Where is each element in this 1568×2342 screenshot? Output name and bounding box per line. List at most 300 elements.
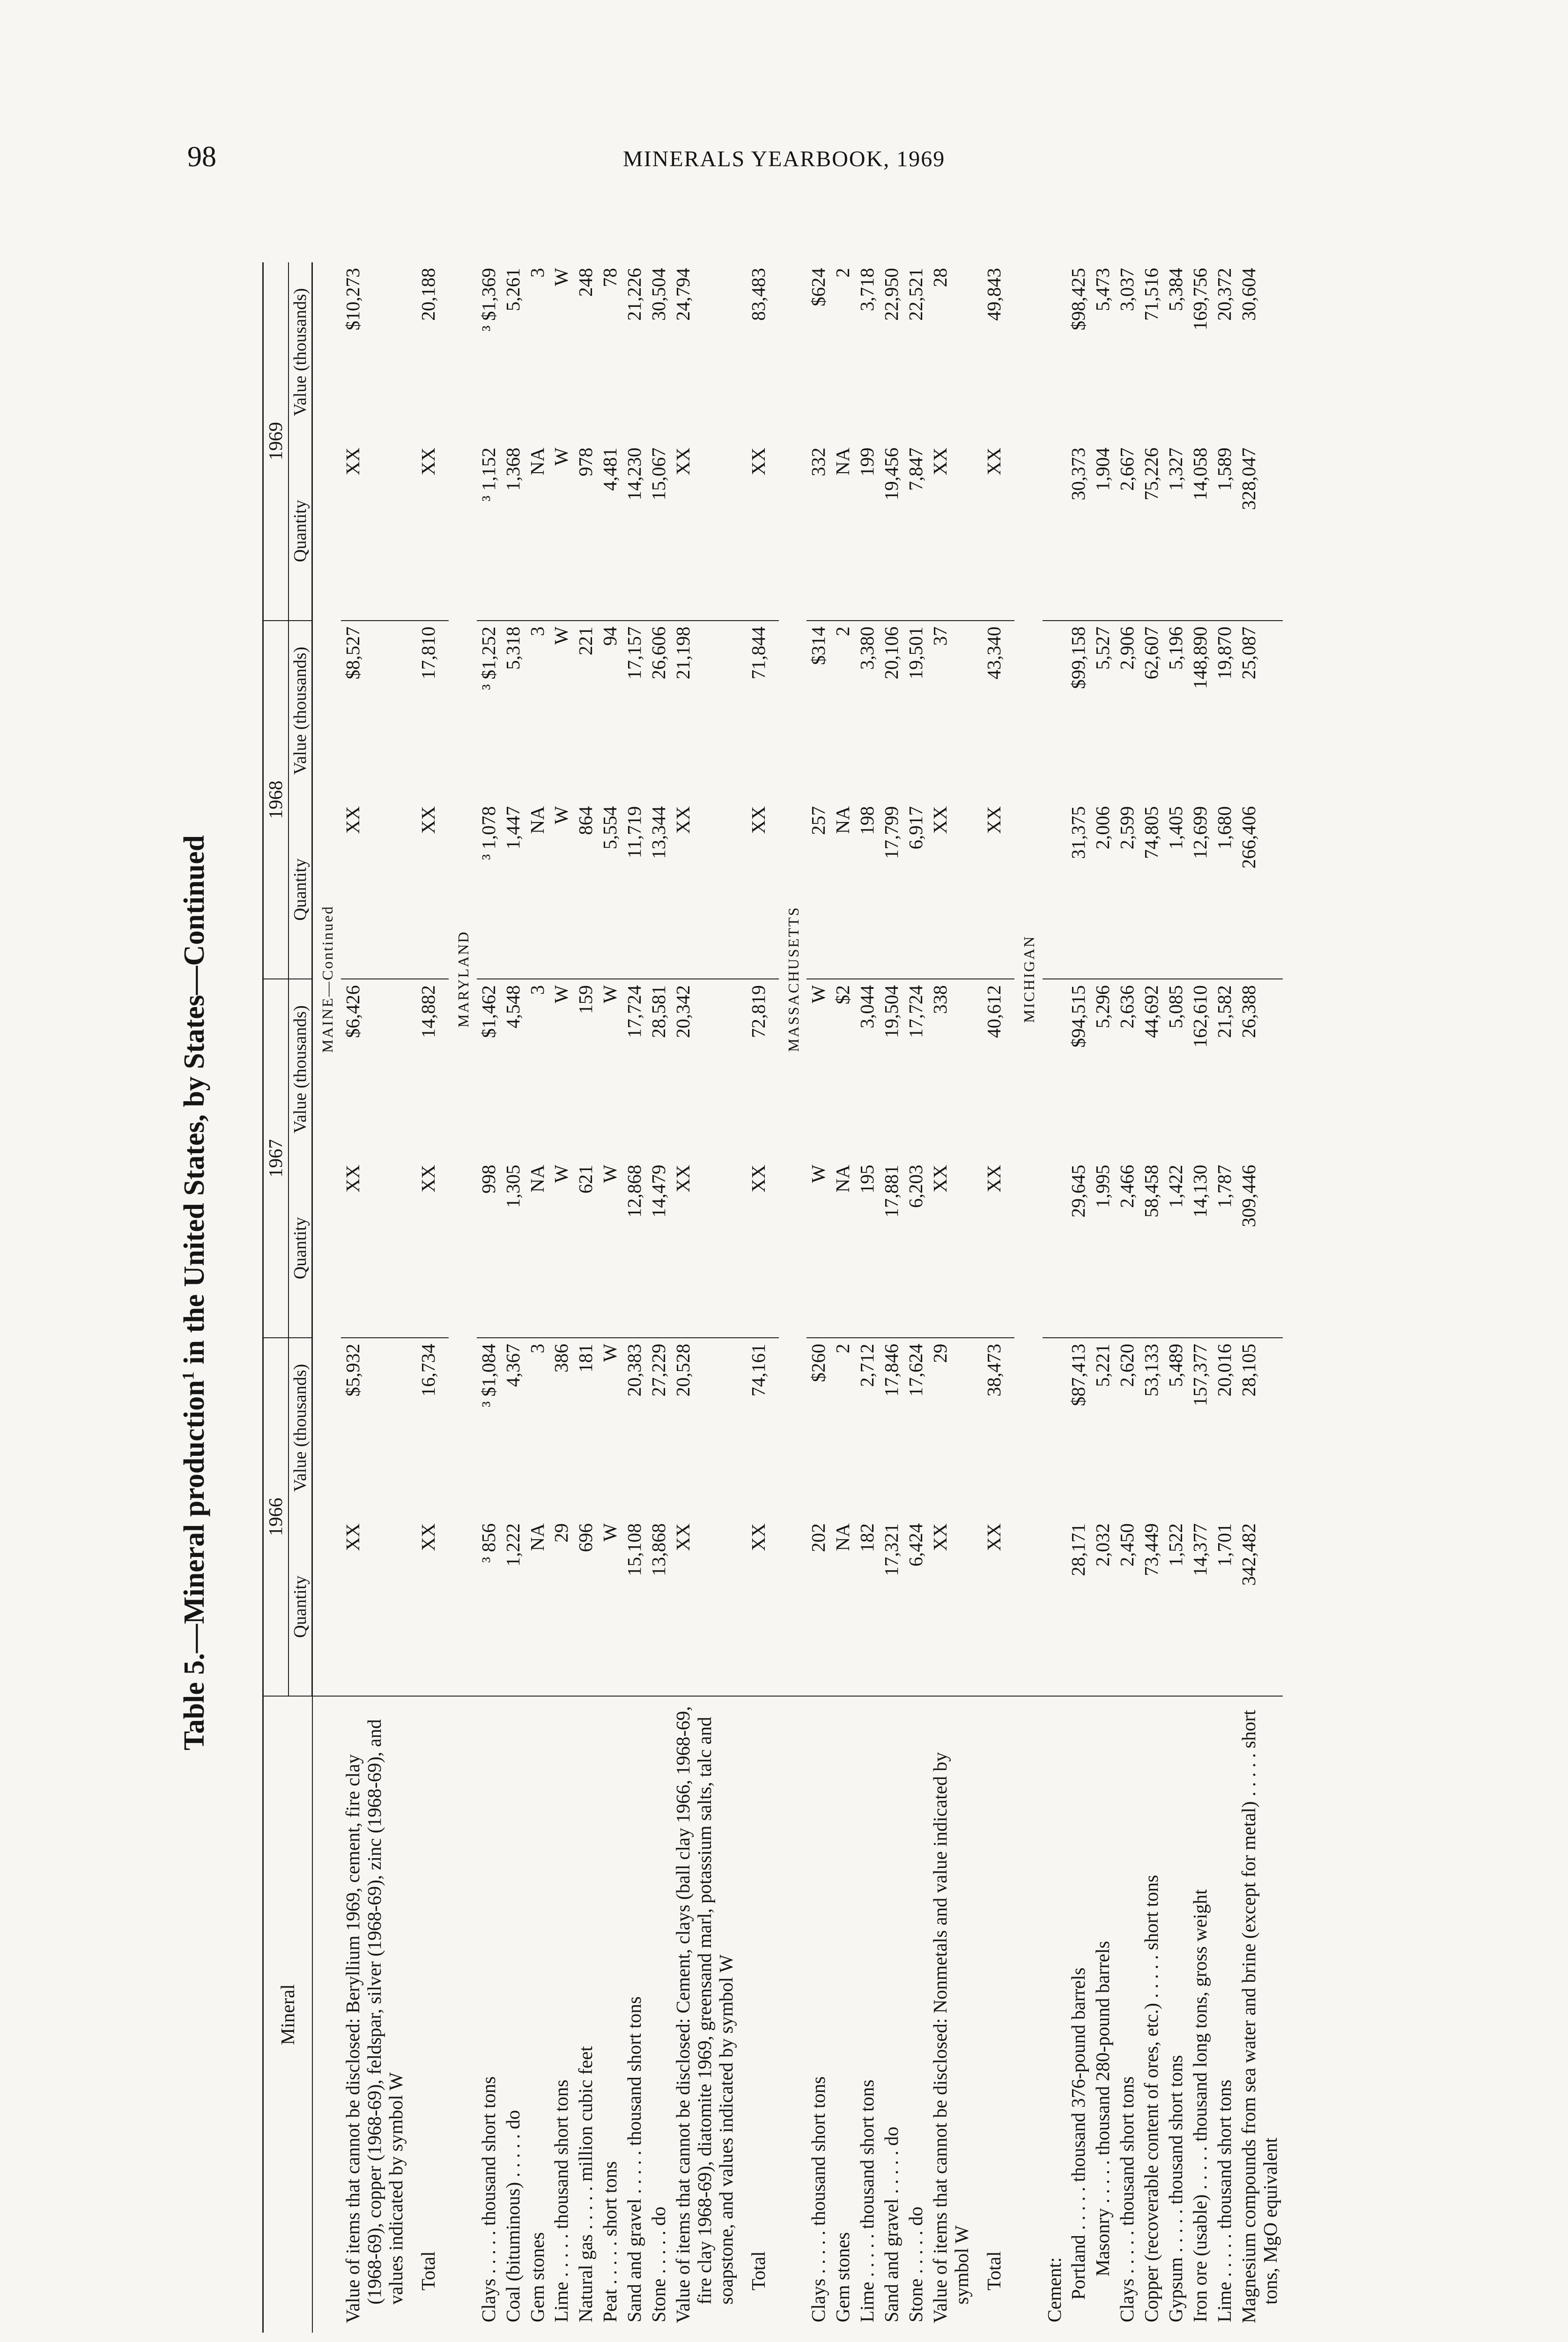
total-value-cell: 38,473: [974, 1338, 1014, 1518]
value-cell: 338: [928, 979, 974, 1159]
value-header: Value (thousands): [288, 979, 312, 1159]
value-cell: ³ $1,369: [477, 268, 499, 332]
unit-label: thousand long tons, gross weight: [1189, 1889, 1211, 2142]
mineral-name: Lime: [856, 2282, 878, 2322]
leader-dots: . . . . .: [623, 2146, 645, 2199]
quantity-cell: 266,406: [1237, 806, 1259, 869]
quantity-cell: 73,449: [1140, 1523, 1162, 1576]
value-cell: 2: [831, 1338, 855, 1518]
value-cell: $5,932: [341, 1338, 408, 1518]
quantity-cell: 14,230: [623, 447, 645, 501]
quantity-cell: 1,222: [502, 1523, 524, 1567]
value-cell: 2,620: [1115, 1338, 1139, 1518]
section-header-row: [449, 262, 477, 2333]
table-row: [341, 262, 408, 2333]
table-title: [178, 244, 211, 2342]
quantity-cell: XX: [929, 1164, 951, 1193]
value-cell: 30,604: [1237, 268, 1259, 321]
quantity-cell: W: [599, 1164, 621, 1183]
quantity-cell: W: [550, 447, 572, 466]
value-cell: 17,624: [904, 1338, 928, 1518]
table-row: [904, 262, 928, 2333]
value-cell: 22,521: [905, 268, 927, 321]
value-header: Value (thousands): [288, 1338, 312, 1518]
mineral-name: Value of items that cannot be disclosed: Nonmetals and value indicated by symbol W: [929, 1752, 972, 2323]
quantity-cell: 29,645: [1067, 1164, 1089, 1218]
quantity-cell: ³ 856: [477, 1523, 499, 1563]
quantity-cell: NA: [832, 1164, 854, 1193]
mineral-label-cell: [525, 1696, 550, 2333]
quantity-cell: 696: [575, 1523, 597, 1552]
mineral-label-cell: [598, 1696, 622, 2333]
unit-label: thousand short tons: [1213, 2079, 1235, 2229]
mineral-label-cell: [904, 1696, 928, 2333]
mineral-name: Clays: [1116, 2278, 1138, 2322]
value-cell: 25,087: [1237, 621, 1283, 800]
value-cell: 20,383: [622, 1338, 647, 1518]
value-cell: 21,198: [671, 621, 739, 800]
leader-dots: . . . . .: [648, 2225, 670, 2279]
table-row: [1164, 262, 1188, 2333]
leader-dots: . . . . .: [550, 2229, 572, 2282]
leader-dots: . . . . .: [1116, 2225, 1138, 2279]
value-cell: 169,756: [1189, 268, 1211, 331]
value-cell: 20,106: [880, 621, 904, 800]
table-row: [501, 262, 525, 2333]
year-header-1969: 1969: [263, 262, 288, 621]
mineral-name: Sand and gravel: [880, 2198, 902, 2322]
leader-dots: . . . . .: [575, 2181, 597, 2235]
section-header-row: [779, 262, 807, 2333]
value-cell: 20,342: [671, 979, 739, 1159]
quantity-cell: [1043, 1159, 1067, 1338]
table-row: [928, 262, 974, 2333]
mineral-name: Iron ore (usable): [1189, 2194, 1211, 2322]
mineral-name: Masonry: [1092, 2208, 1114, 2276]
mineral-name: Value of items that cannot be disclosed: Beryllium 1969, cement, fire clay (1968-69), copper (1968-69), feldspar, silver (1968-69), zinc (1968-69), and values indicated by symbol W: [342, 1719, 407, 2323]
value-cell: 221: [574, 621, 598, 800]
quantity-cell: 12,699: [1189, 806, 1211, 859]
quantity-cell: 202: [807, 1523, 829, 1552]
leader-dots: . . . . .: [856, 2229, 878, 2282]
quantity-cell: 1,522: [1165, 1523, 1187, 1567]
value-cell: 17,846: [880, 1338, 904, 1518]
quantity-cell: 309,446: [1237, 1164, 1259, 1227]
quantity-cell: 332: [807, 447, 829, 477]
total-row: [408, 262, 449, 2333]
value-cell: 26,606: [647, 621, 671, 800]
value-cell: $6,426: [341, 979, 408, 1159]
value-cell: 28,581: [647, 979, 671, 1159]
table-row: [647, 262, 671, 2333]
quantity-cell: XX: [342, 806, 364, 834]
mineral-production-table: [262, 262, 1283, 2333]
section-name: MAINE—Continued: [319, 905, 336, 1053]
quantity-cell: 15,108: [623, 1523, 645, 1576]
quantity-cell: W: [807, 1164, 829, 1183]
quantity-cell: 74,805: [1140, 806, 1162, 859]
value-cell: W: [598, 979, 622, 1159]
quantity-cell: 19,456: [880, 447, 902, 501]
unit-label: thousand short tons: [477, 2076, 499, 2226]
leader-dots: . . . . .: [1092, 2155, 1114, 2209]
value-cell: 5,318: [501, 621, 525, 800]
value-cell: W: [598, 1338, 622, 1518]
year-header-1968: 1968: [263, 621, 288, 979]
unit-label: thousand 280-pound barrels: [1092, 1941, 1114, 2156]
table-row: [1188, 262, 1213, 2333]
value-cell: $260: [806, 1338, 831, 1518]
total-value-cell: 40,612: [974, 979, 1014, 1159]
value-cell: 30,504: [648, 268, 670, 321]
mineral-label-cell: [647, 1696, 671, 2333]
leader-dots: . . . . .: [599, 2236, 621, 2290]
leader-dots: . . . . .: [1140, 1950, 1162, 2003]
unit-label: short tons: [1140, 1875, 1162, 1950]
value-cell: 17,724: [622, 979, 647, 1159]
value-cell: W: [549, 621, 574, 800]
unit-label: do: [905, 2206, 927, 2226]
value-cell: ³ $1,084: [477, 1338, 501, 1518]
mineral-label-cell: [1139, 1696, 1164, 2333]
value-cell: $87,413: [1066, 1338, 1091, 1518]
mineral-name: Lime: [550, 2282, 572, 2322]
quantity-cell: 1,422: [1165, 1164, 1187, 1208]
value-cell: 5,085: [1164, 979, 1188, 1159]
quantity-cell: 195: [856, 1164, 878, 1194]
quantity-cell: 1,447: [502, 806, 524, 850]
mineral-label-cell: [831, 1696, 855, 2333]
value-cell: 29: [928, 1338, 974, 1518]
quantity-cell: 342,482: [1237, 1523, 1259, 1586]
value-cell: $99,158: [1066, 621, 1091, 800]
total-value-cell: 72,819: [739, 979, 779, 1159]
value-cell: $98,425: [1067, 268, 1089, 331]
mineral-label-cell: [622, 1696, 647, 2333]
section-name: MICHIGAN: [1020, 935, 1037, 1023]
table-row: [477, 262, 501, 2333]
value-cell: 5,296: [1091, 979, 1115, 1159]
mineral-name: Clays: [807, 2278, 829, 2322]
year-header-1967: 1967: [263, 979, 288, 1338]
value-cell: 2,906: [1115, 621, 1139, 800]
quantity-cell: 1,589: [1213, 447, 1235, 491]
value-cell: 248: [575, 268, 597, 297]
value-cell: 71,516: [1140, 268, 1162, 321]
section-spacer: [312, 1696, 341, 2333]
total-value-cell: 71,844: [739, 621, 779, 800]
value-cell: $1,462: [477, 979, 501, 1159]
mineral-label-cell: [928, 1696, 974, 2333]
mineral-name: Value of items that cannot be disclosed: Cement, clays (ball clay 1966, 1968-69, fire clay 1968-69), diatomite 1969, greensand marl, potassium salts, talc and soapstone, and values indicated by symbol W: [672, 1706, 737, 2323]
quantity-cell: 12,868: [623, 1164, 645, 1218]
unit-label: do: [880, 2127, 902, 2146]
total-quantity-cell: XX: [983, 806, 1005, 834]
quantity-cell: 6,917: [905, 806, 927, 850]
table-row: [855, 262, 880, 2333]
value-cell: 3: [525, 1338, 550, 1518]
value-cell: 2: [831, 621, 855, 800]
table-row: [574, 262, 598, 2333]
year-header-1966: 1966: [263, 1338, 288, 1697]
quantity-header: Quantity: [288, 1518, 312, 1696]
total-value-cell: 74,161: [739, 1338, 779, 1518]
leader-dots: . . . . .: [1237, 1748, 1259, 1801]
total-label: Total: [739, 1696, 779, 2333]
value-header: Value (thousands): [288, 262, 312, 442]
value-cell: W: [550, 268, 572, 286]
quantity-cell: ³ 1,152: [477, 447, 499, 502]
total-quantity-cell: XX: [417, 1164, 439, 1193]
year-header-row: [263, 262, 288, 2333]
quantity-cell: XX: [672, 1523, 694, 1551]
value-cell: 19,501: [904, 621, 928, 800]
mineral-label-cell: [1115, 1696, 1139, 2333]
value-cell: 20,528: [671, 1338, 739, 1518]
value-cell: ³ $1,252: [477, 621, 501, 800]
total-quantity-cell: XX: [417, 447, 439, 475]
mineral-name: Natural gas: [575, 2234, 597, 2322]
unit-label: thousand short tons: [1165, 2055, 1187, 2205]
value-cell: $94,515: [1066, 979, 1091, 1159]
quantity-cell: 198: [856, 806, 878, 835]
value-cell: 159: [574, 979, 598, 1159]
quantity-cell: 13,344: [648, 806, 670, 859]
quantity-cell: 2,466: [1116, 1164, 1138, 1208]
quantity-cell: 2,450: [1116, 1523, 1138, 1567]
quantity-cell: 5,554: [599, 806, 621, 850]
quantity-cell: 14,377: [1189, 1523, 1211, 1576]
table-row: [598, 262, 622, 2333]
leader-dots: . . . . .: [905, 2225, 927, 2279]
value-cell: 162,610: [1188, 979, 1213, 1159]
total-value-cell: 83,483: [747, 268, 769, 321]
unit-label: short tons: [599, 2161, 621, 2237]
quantity-cell: NA: [526, 1523, 548, 1551]
value-cell: 28,105: [1237, 1338, 1283, 1518]
table-row: [671, 262, 739, 2333]
quantity-cell: XX: [929, 806, 951, 834]
mineral-label-cell: [1188, 1696, 1213, 2333]
value-cell: 386: [549, 1338, 574, 1518]
quantity-cell: 11,719: [623, 806, 645, 859]
unit-label: thousand short tons: [623, 1996, 645, 2146]
value-cell: 26,388: [1237, 979, 1283, 1159]
value-cell: 4,367: [501, 1338, 525, 1518]
value-cell: 3,718: [856, 268, 878, 311]
quantity-cell: 978: [575, 447, 597, 477]
table-title-footnote: 1: [178, 1371, 198, 1380]
quantity-cell: 6,203: [905, 1164, 927, 1208]
quantity-cell: NA: [832, 447, 854, 475]
value-cell: 21,226: [623, 268, 645, 321]
value-cell: 24,794: [672, 268, 694, 321]
quantity-cell: XX: [672, 806, 694, 834]
leader-dots: . . . . .: [1067, 2182, 1089, 2235]
table-row: [806, 262, 831, 2333]
unit-label: million cubic feet: [575, 2046, 597, 2182]
mineral-label-cell: [671, 1696, 739, 2333]
unit-label: thousand 376-pound barrels: [1067, 1967, 1089, 2182]
quantity-cell: 4,481: [599, 447, 621, 491]
value-cell: 28: [929, 268, 951, 287]
total-quantity-cell: XX: [983, 1523, 1005, 1551]
value-cell: [1043, 1338, 1067, 1518]
quantity-cell: 17,799: [880, 806, 902, 859]
quantity-cell: 2,032: [1092, 1523, 1114, 1567]
value-cell: 20,372: [1213, 268, 1235, 321]
quantity-cell: 15,067: [648, 447, 670, 501]
unit-label: thousand short tons: [807, 2076, 829, 2226]
section-header-row: [1014, 262, 1043, 2333]
section-name: MASSACHUSETTS: [784, 906, 802, 1052]
total-value-cell: 43,340: [974, 621, 1014, 800]
total-label: Total: [974, 1696, 1014, 2333]
rotated-table-sheet: [159, 244, 1452, 2342]
mineral-label-cell: [501, 1696, 525, 2333]
quantity-cell: 2,599: [1116, 806, 1138, 850]
total-quantity-cell: XX: [747, 1523, 769, 1551]
table-row: [622, 262, 647, 2333]
table-row: [525, 262, 550, 2333]
mineral-label-cell: [855, 1696, 880, 2333]
quantity-header: Quantity: [288, 442, 312, 621]
quantity-cell: NA: [526, 447, 548, 475]
leader-dots: . . . . .: [1213, 2229, 1235, 2282]
mineral-label-cell: [1237, 1696, 1283, 2333]
mineral-label-cell: [1164, 1696, 1188, 2333]
value-cell: 21,582: [1213, 979, 1237, 1159]
quantity-cell: XX: [672, 447, 694, 475]
value-cell: $314: [806, 621, 831, 800]
mineral-name: Stone: [905, 2278, 927, 2322]
leader-dots: . . . . .: [1189, 2142, 1211, 2194]
value-cell: 3,380: [855, 621, 880, 800]
quantity-cell: 2,006: [1092, 806, 1114, 850]
quantity-cell: 58,458: [1140, 1164, 1162, 1218]
leader-dots: . . . . .: [807, 2225, 829, 2279]
quantity-cell: 17,321: [880, 1523, 902, 1576]
mineral-name: Coal (bituminous): [502, 2182, 524, 2322]
value-cell: 157,377: [1188, 1338, 1213, 1518]
quantity-cell: XX: [929, 447, 951, 475]
quantity-cell: 6,424: [905, 1523, 927, 1567]
table-row: [1066, 262, 1091, 2333]
quantity-cell: 14,058: [1189, 447, 1211, 501]
unit-label: do: [502, 2110, 524, 2129]
quantity-cell: 30,373: [1067, 447, 1089, 501]
mineral-label-cell: [341, 1696, 408, 2333]
total-label: Total: [408, 1696, 449, 2333]
value-cell: 20,016: [1213, 1338, 1237, 1518]
mineral-name: Portland: [1067, 2235, 1089, 2300]
unit-label: thousand short tons: [856, 2079, 878, 2229]
unit-label: short tons, MgO equivalent: [1237, 1710, 1281, 2305]
quantity-header: Quantity: [288, 1159, 312, 1338]
mineral-label-cell: [880, 1696, 904, 2333]
quantity-cell: 13,868: [648, 1523, 670, 1576]
total-quantity-cell: XX: [983, 447, 1005, 475]
value-cell: 5,261: [502, 268, 524, 311]
quantity-cell: 328,047: [1237, 447, 1259, 510]
total-value-cell: 20,188: [417, 268, 439, 321]
quantity-cell: XX: [342, 447, 364, 475]
total-quantity-cell: XX: [983, 1164, 1005, 1193]
table-row: [1213, 262, 1237, 2333]
quantity-cell: W: [550, 1164, 572, 1183]
quantity-cell: 75,226: [1140, 447, 1162, 501]
quantity-cell: [1043, 1518, 1067, 1696]
mineral-label-cell: [1213, 1696, 1237, 2333]
quantity-cell: XX: [929, 1523, 951, 1551]
value-cell: 78: [599, 268, 621, 287]
table-row: [549, 262, 574, 2333]
quantity-cell: 1,327: [1165, 447, 1187, 491]
table-row: [831, 262, 855, 2333]
quantity-cell: 864: [575, 806, 597, 835]
leader-dots: . . . . .: [477, 2225, 499, 2279]
quantity-cell: 7,847: [905, 447, 927, 491]
value-cell: 5,221: [1091, 1338, 1115, 1518]
quantity-cell: 1,305: [502, 1164, 524, 1208]
value-cell: 3,037: [1116, 268, 1138, 311]
table-row: [1237, 262, 1283, 2333]
mineral-name: Magnesium compounds from sea water and brine (except for metal): [1237, 1801, 1259, 2323]
quantity-cell: 199: [856, 447, 878, 477]
table-row: [1115, 262, 1139, 2333]
value-cell: 3: [525, 621, 550, 800]
mineral-label-cell: [806, 1696, 831, 2333]
quantity-cell: 29: [550, 1523, 572, 1543]
table-row: [1139, 262, 1164, 2333]
table-row: [880, 262, 904, 2333]
unit-label: thousand short tons: [1116, 2076, 1138, 2226]
quantity-cell: [1043, 800, 1067, 979]
quantity-cell: NA: [526, 1164, 548, 1193]
mineral-name: Gem stones: [526, 2232, 548, 2322]
value-cell: 148,890: [1188, 621, 1213, 800]
mineral-name: Gypsum: [1165, 2257, 1187, 2322]
running-head: MINERALS YEARBOOK, 1969: [623, 147, 946, 171]
value-cell: 19,870: [1213, 621, 1237, 800]
quantity-cell: 2,667: [1116, 447, 1138, 491]
quantity-cell: 998: [477, 1164, 499, 1194]
quantity-cell: 17,881: [880, 1164, 902, 1218]
quantity-cell: 1,904: [1092, 447, 1114, 491]
value-cell: [1043, 262, 1067, 442]
mineral-header: Mineral: [263, 1696, 312, 2333]
value-cell: 44,692: [1139, 979, 1164, 1159]
leader-dots: . . . . .: [880, 2146, 902, 2199]
value-cell: 4,548: [501, 979, 525, 1159]
quantity-cell: 1,405: [1165, 806, 1187, 850]
quantity-cell: 1,680: [1213, 806, 1235, 850]
mineral-name: Copper (recoverable content of ores, etc.): [1140, 2003, 1162, 2322]
quantity-header: Quantity: [288, 800, 312, 979]
table-title-suffix: in the United States, by States—Continued: [178, 835, 210, 1372]
value-cell: $8,527: [341, 621, 408, 800]
total-quantity-cell: XX: [747, 1164, 769, 1193]
quantity-cell: 257: [807, 806, 829, 835]
quantity-cell: 1,368: [502, 447, 524, 491]
quantity-cell: 31,375: [1067, 806, 1089, 859]
mineral-label-cell: [549, 1696, 574, 2333]
quantity-cell: 14,130: [1189, 1164, 1211, 1218]
value-cell: 2,712: [855, 1338, 880, 1518]
mineral-name: Cement:: [1043, 2257, 1065, 2322]
quantity-cell: 1,787: [1213, 1164, 1235, 1208]
table-row: [1091, 262, 1115, 2333]
